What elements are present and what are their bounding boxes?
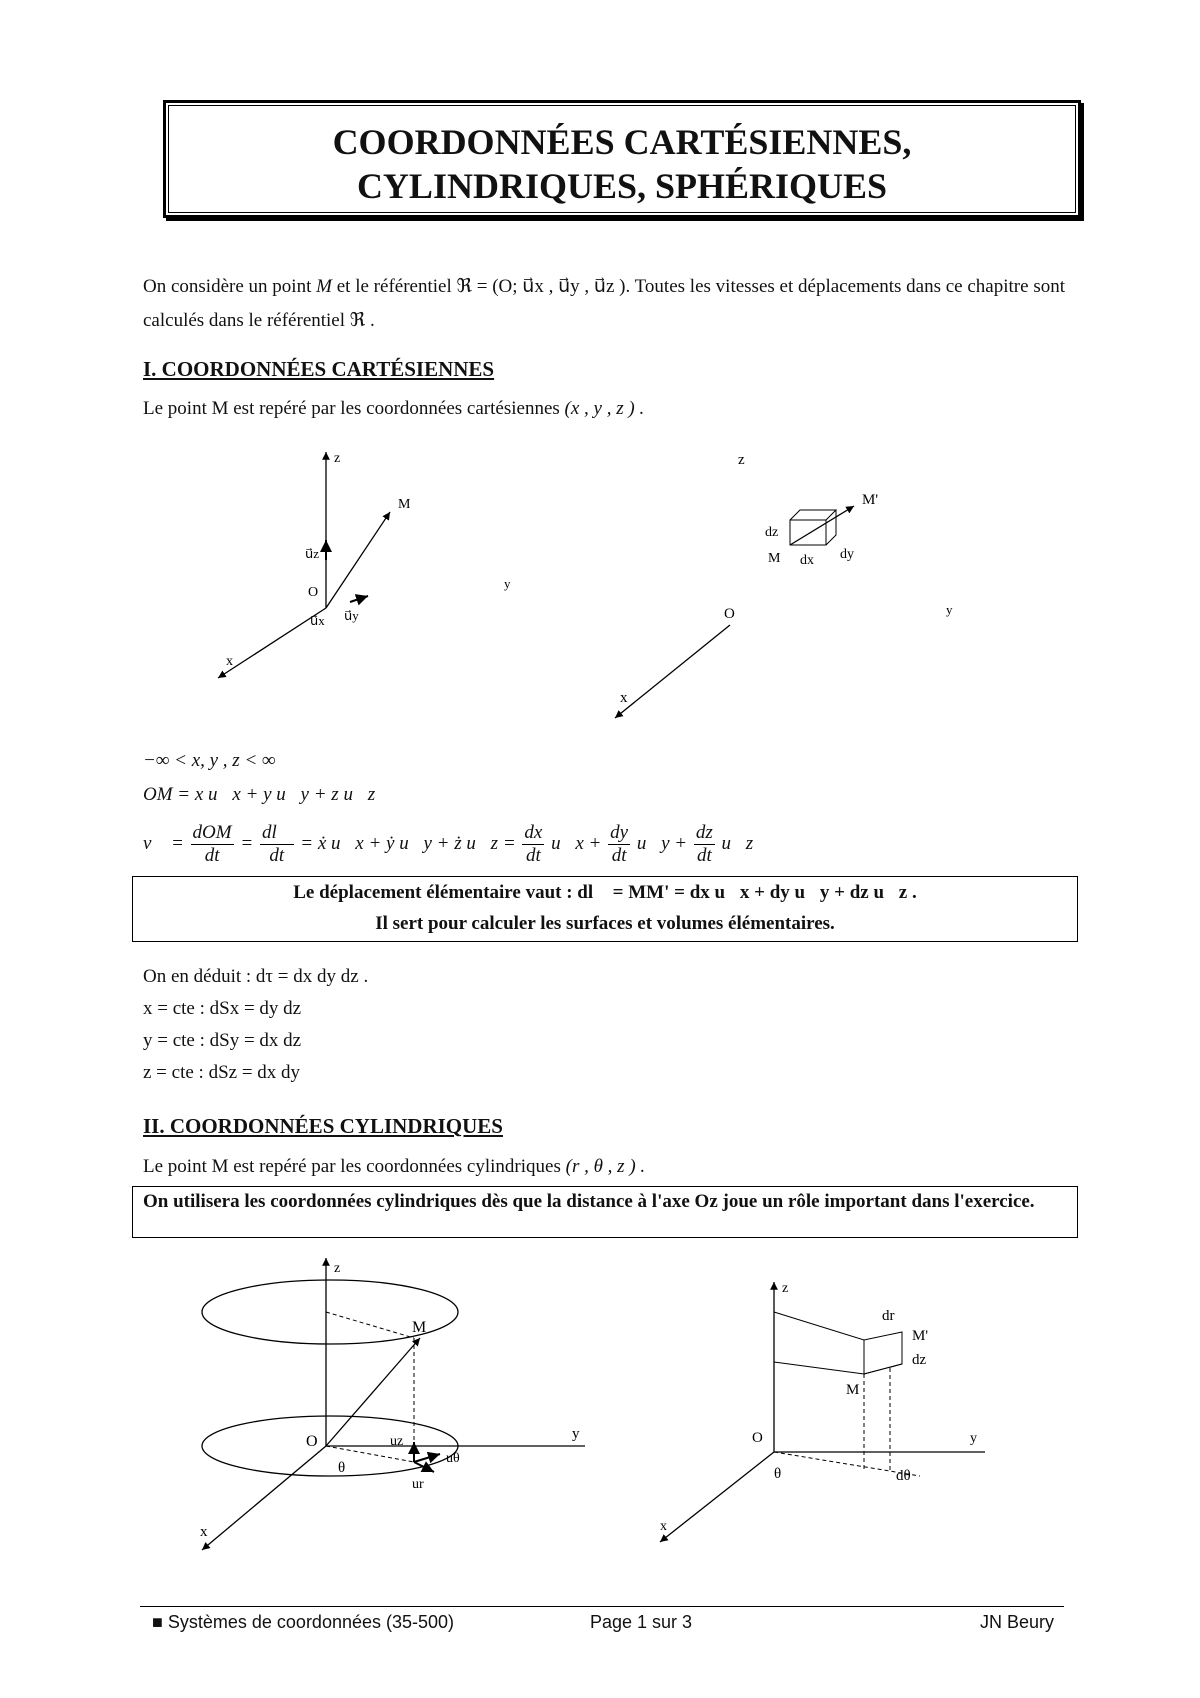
section-1-heading: I. COORDONNÉES CARTÉSIENNES [143,357,495,381]
intro-point: M [316,276,332,297]
section-2-sentence [143,1156,645,1178]
om-expression: OM = x u⃗x + y u⃗y + z u⃗z [143,784,376,805]
fig4-dtheta-label: dθ [896,1468,911,1484]
fig3-m-label: M [412,1319,427,1336]
fig3-utheta-label: uθ [446,1451,460,1466]
fig3-x-label: x [200,1524,208,1540]
fig4-dr-label: dr [882,1308,895,1324]
figure-cylindrical-displacement [640,1270,1000,1560]
fig4-o-label: O [752,1430,763,1446]
title-line-2: CYLINDRIQUES, SPHÉRIQUES [356,166,888,206]
fig3-ur-label: ur [412,1477,424,1492]
displacement-box-line-2: Il sert pour calculer les surfaces et volumes élémentaires. [375,913,835,934]
footer-left: ■ Systèmes de coordonnées (35-500) [152,1612,455,1632]
velocity-lhs: v⃗ = [143,832,184,854]
frac-dx-dt: $\frac{dx}{dt}$ [524,822,543,866]
fig4-x-axis [660,1452,774,1542]
fig1-uy-label: u⃗y [344,608,359,623]
intro-frame-short: ℜ . [349,310,375,331]
om-vector [326,512,390,608]
fig1-uz-label: u⃗z [305,546,320,561]
intro-paragraph [143,270,1065,338]
fig2-mprime-label: M' [862,492,879,508]
section-1-sentence-text: Le point M est repéré par les coordonnées cartésiennes [143,398,560,419]
displacement-box-line-1: Le déplacement élémentaire vaut : dl⃗ = MM' = dx u⃗x + dy u⃗y + dz u⃗z . [293,882,917,903]
fig2-x-label: x [620,690,628,706]
surface-x: x = cte : dSx = dy dz [143,998,302,1019]
uy-arrow [350,596,368,602]
frac-dy-dt: $\frac{dy}{dt}$ [610,822,629,866]
fig1-y-label: y [504,576,511,591]
figure-cylindrical-coords [180,1250,600,1560]
title-line-1: COORDONNÉES CARTÉSIENNES, [332,122,912,162]
fig1-x-label: x [226,654,233,669]
velocity-mid: = ẋ u⃗x + ẏ u⃗y + ż u⃗z = [300,832,516,854]
fig3-om-vector [326,1338,420,1446]
fig3-o-label: O [306,1433,318,1450]
volume-element-edge [864,1340,902,1374]
volume-element-top [790,510,836,520]
fig4-dz-label: dz [912,1352,927,1368]
section-2-sentence-text: Le point M est repéré par les coordonnées cylindriques [143,1156,561,1177]
fig1-ux-label: u⃗x [310,613,325,628]
utheta-vector [414,1454,440,1462]
frac-dom-dt: $\frac{\text{dOM}}{dt}$ [192,822,232,866]
velocity-expression: v⃗ = $\frac{\text{dOM}}{dt}$ = $\frac{dl⃗}{dt}$ = ẋ u⃗x + ẏ u⃗y + ż u⃗z = $\frac{dx}{dt}$ u⃗x + $\frac{dy}{dt}$ u⃗y + $\frac{dz}{dt}$ u⃗z [143,822,754,866]
fig2-dx-label: dx [800,553,814,568]
fig3-theta-label: θ [338,1460,346,1476]
displacement-box [132,876,1078,942]
fig4-z-label: z [782,1281,789,1296]
fig2-m-label: M [768,551,781,566]
fig2-x-axis [615,625,730,718]
volume-element: On en déduit : dτ = dx dy dz . [143,966,369,987]
mm-prime-vector [790,506,854,545]
cylindrical-hint-box: On utilisera les coordonnées cylindriques dès que la distance à l'axe Oz joue un rôle important dans l'exercice. [132,1186,1078,1238]
fig2-y-label: y [946,602,953,617]
section-1-coords: (x , y , z ) . [564,398,645,419]
fig4-y-label: y [970,1431,977,1446]
surface-z: z = cte : dSz = dx dy [143,1062,301,1083]
intro-text-1: On considère un point [143,276,312,297]
fig4-theta-label: θ [774,1466,782,1482]
intro-text-3: Toutes les vitesses et déplacements dans ce chapitre sont calculés dans le référentiel [143,276,1065,331]
fig2-dy-label: dy [840,547,854,562]
fig2-o-label: O [724,606,735,622]
ur-vector [414,1462,434,1472]
fig3-y-label: y [572,1426,580,1442]
frac-dl-dt: $\frac{dl⃗}{dt}$ [261,822,292,866]
footer-page-number: Page 1 sur 3 [590,1612,693,1632]
fig4-x-label: x [660,1519,667,1534]
surface-y: y = cte : dSy = dx dz [143,1030,302,1051]
fig3-z-label: z [334,1261,341,1276]
fig1-z-label: z [334,451,341,466]
fig2-dz-label: dz [765,525,779,540]
section-1-sentence [143,398,644,420]
footer-author: JN Beury [980,1612,1055,1632]
fig1-m-label: M [398,497,411,512]
top-projection-line [326,1312,414,1338]
title-box [163,100,1081,218]
intro-frame: ℜ = (O; u⃗x , u⃗y , u⃗z ). [456,276,631,297]
frac-dz-dt: $\frac{dz}{dt}$ [695,822,713,866]
figure-cartesian-displacement [600,440,980,730]
fig4-mprime-label: M' [912,1328,929,1344]
section-2-coords: (r , θ , z ) . [565,1156,646,1177]
fig2-z-label: z [738,452,745,468]
section-2-heading: II. COORDONNÉES CYLINDRIQUES [143,1114,503,1138]
footer-rule [140,1606,1064,1607]
intro-text-2: et le référentiel [336,276,452,297]
fig4-m-label: M [846,1382,860,1398]
coordinate-range: −∞ < x, y , z < ∞ [143,750,276,771]
figure-cartesian-axes [200,440,520,690]
fig1-o-label: O [308,585,319,600]
fig3-uz-label: uz [390,1434,404,1449]
